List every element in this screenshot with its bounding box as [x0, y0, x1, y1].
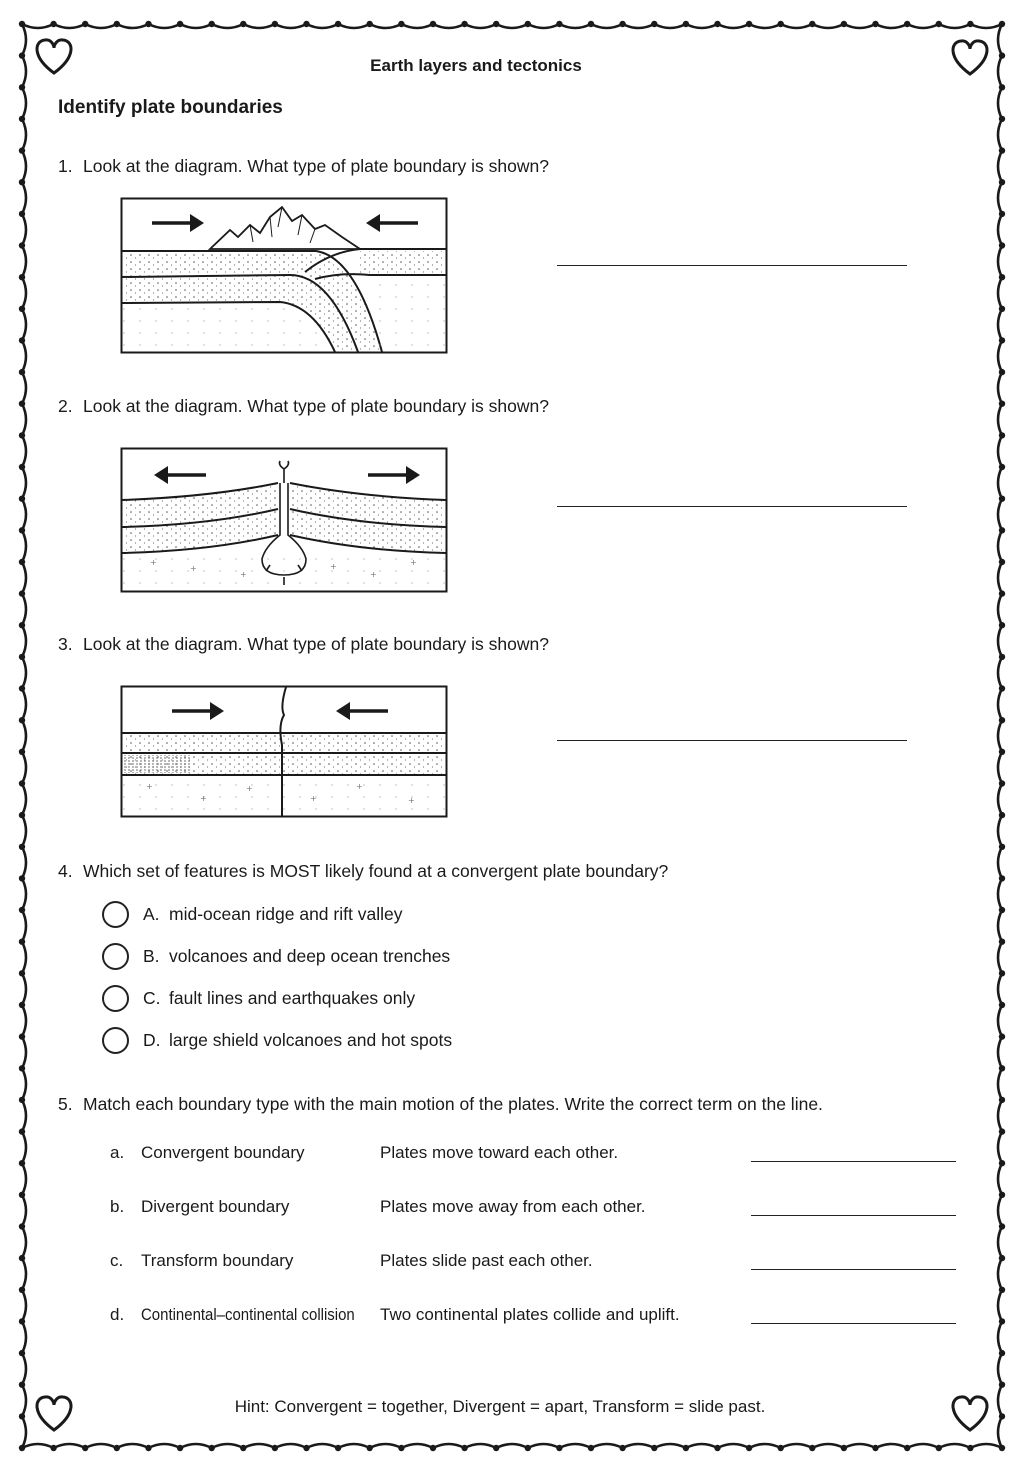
border-dot	[19, 559, 25, 565]
border-dot	[556, 1445, 562, 1451]
option-letter: A.	[143, 904, 160, 924]
question-2	[58, 396, 549, 417]
svg-text:+: +	[408, 796, 415, 805]
svg-text:+: +	[370, 570, 377, 579]
svg-text:+: +	[330, 562, 337, 571]
border-dot	[19, 1445, 25, 1451]
border-dot	[967, 1445, 973, 1451]
option-text: large shield volcanoes and hot spots	[169, 1030, 453, 1050]
border-dot	[19, 242, 25, 248]
divergent-boundary-diagram	[120, 447, 448, 593]
border-dot	[493, 21, 499, 27]
border-dot	[272, 21, 278, 27]
option-text: mid-ocean ridge and rift valley	[169, 904, 403, 924]
border-dot	[999, 559, 1005, 565]
border-dot	[999, 780, 1005, 786]
question-text: Match each boundary type with the main motion of the plates. Write the correct term on the line.	[83, 1094, 823, 1114]
border-dot	[398, 1445, 404, 1451]
match-answer-line-b[interactable]	[751, 1215, 956, 1216]
border-dot	[177, 1445, 183, 1451]
question-text: Look at the diagram. What type of plate boundary is shown?	[83, 156, 549, 176]
border-dot	[999, 52, 1005, 58]
question-number: 3.	[58, 634, 73, 654]
border-dot	[82, 21, 88, 27]
border-dot	[999, 1255, 1005, 1261]
border-dot	[999, 622, 1005, 628]
match-definition: Plates move away from each other.	[380, 1197, 646, 1216]
match-letter: c.	[110, 1251, 124, 1270]
border-dot	[19, 1002, 25, 1008]
question-5	[58, 1094, 823, 1115]
border-dot	[999, 1445, 1005, 1451]
border-dot	[19, 432, 25, 438]
border-dot	[19, 1382, 25, 1388]
border-dot	[303, 21, 309, 27]
border-dot	[240, 1445, 246, 1451]
border-dot	[19, 179, 25, 185]
border-dot	[525, 21, 531, 27]
border-dot	[19, 717, 25, 723]
border-dot	[50, 21, 56, 27]
border-dot	[367, 21, 373, 27]
border-dot	[746, 1445, 752, 1451]
svg-text:+: +	[150, 558, 157, 567]
border-dot	[19, 1318, 25, 1324]
question-number: 1.	[58, 156, 73, 176]
border-dot	[461, 21, 467, 27]
border-dot	[19, 907, 25, 913]
border-dot	[19, 1128, 25, 1134]
svg-text:+: +	[356, 782, 363, 791]
border-dot	[588, 1445, 594, 1451]
border-dot	[999, 306, 1005, 312]
section-title: Identify plate boundaries	[58, 97, 283, 118]
border-scallop-edge	[22, 1444, 1002, 1448]
heart-icon	[953, 41, 987, 74]
border-dot	[19, 116, 25, 122]
border-dot	[430, 21, 436, 27]
border-dot	[999, 496, 1005, 502]
border-dot	[872, 21, 878, 27]
border-dot	[999, 970, 1005, 976]
border-dot	[936, 1445, 942, 1451]
border-dot	[714, 1445, 720, 1451]
border-dot	[999, 1318, 1005, 1324]
border-dot	[114, 21, 120, 27]
border-dot	[999, 1033, 1005, 1039]
option-a[interactable]	[102, 901, 402, 928]
border-dot	[177, 21, 183, 27]
border-dot	[683, 21, 689, 27]
border-dot	[525, 1445, 531, 1451]
option-letter: D.	[143, 1030, 161, 1050]
svg-text:+: +	[200, 794, 207, 803]
option-text: fault lines and earthquakes only	[169, 988, 416, 1008]
border-dot	[999, 1192, 1005, 1198]
border-dot	[19, 780, 25, 786]
border-dot	[19, 590, 25, 596]
border-dot	[145, 21, 151, 27]
border-dot	[999, 844, 1005, 850]
border-dot	[367, 1445, 373, 1451]
border-dot	[967, 21, 973, 27]
border-dot	[999, 1223, 1005, 1229]
border-dot	[145, 1445, 151, 1451]
border-scallop-edge	[998, 24, 1002, 1448]
border-dot	[999, 1287, 1005, 1293]
border-dot	[936, 21, 942, 27]
border-dot	[619, 21, 625, 27]
border-dot	[714, 21, 720, 27]
option-letter: C.	[143, 988, 161, 1008]
question-text: Look at the diagram. What type of plate boundary is shown?	[83, 396, 549, 416]
border-dot	[19, 749, 25, 755]
border-dot	[999, 1128, 1005, 1134]
border-dot	[999, 464, 1005, 470]
border-dot	[999, 1382, 1005, 1388]
question-text: Look at the diagram. What type of plate boundary is shown?	[83, 634, 549, 654]
border-dot	[209, 21, 215, 27]
border-dot	[651, 21, 657, 27]
convergent-boundary-diagram	[120, 197, 448, 355]
border-dot	[19, 654, 25, 660]
border-scallop-edge	[22, 24, 1002, 28]
border-dot	[240, 21, 246, 27]
border-dot	[19, 147, 25, 153]
border-dot	[999, 1065, 1005, 1071]
border-dot	[19, 1350, 25, 1356]
border-dot	[19, 622, 25, 628]
border-dot	[19, 939, 25, 945]
border-dot	[19, 306, 25, 312]
border-dot	[904, 21, 910, 27]
question-number: 4.	[58, 861, 73, 881]
border-dot	[50, 1445, 56, 1451]
svg-text:+: +	[190, 564, 197, 573]
transform-boundary-diagram	[120, 685, 448, 818]
border-dot	[778, 21, 784, 27]
match-term: Divergent boundary	[141, 1197, 290, 1216]
border-dot	[493, 1445, 499, 1451]
border-dot	[19, 496, 25, 502]
option-c[interactable]	[102, 985, 415, 1012]
border-dot	[19, 1033, 25, 1039]
match-definition: Plates move toward each other.	[380, 1143, 619, 1162]
border-dot	[556, 21, 562, 27]
border-dot	[999, 401, 1005, 407]
border-dot	[19, 527, 25, 533]
border-dot	[999, 527, 1005, 533]
answer-line-1[interactable]	[557, 265, 907, 266]
svg-text:+: +	[246, 784, 253, 793]
border-dot	[809, 1445, 815, 1451]
border-dot	[683, 1445, 689, 1451]
border-dot	[588, 21, 594, 27]
border-dot	[19, 401, 25, 407]
border-dot	[19, 1255, 25, 1261]
question-1	[58, 156, 549, 177]
answer-line-3[interactable]	[557, 740, 907, 741]
svg-text:+: +	[240, 570, 247, 579]
border-dot	[841, 21, 847, 27]
border-dot	[19, 1065, 25, 1071]
border-dot	[19, 1160, 25, 1166]
border-dot	[999, 907, 1005, 913]
radio-circle-icon[interactable]	[102, 1027, 129, 1054]
match-term: Convergent boundary	[141, 1143, 305, 1162]
border-dot	[19, 1192, 25, 1198]
question-3	[58, 634, 549, 655]
border-dot	[335, 21, 341, 27]
border-dot	[19, 21, 25, 27]
border-dot	[999, 1002, 1005, 1008]
border-dot	[651, 1445, 657, 1451]
border-dot	[999, 590, 1005, 596]
border-dot	[999, 147, 1005, 153]
border-dot	[746, 21, 752, 27]
radio-circle-icon[interactable]	[102, 943, 129, 970]
match-definition: Plates slide past each other.	[380, 1251, 593, 1270]
border-dot	[999, 654, 1005, 660]
border-dot	[999, 116, 1005, 122]
border-dot	[209, 1445, 215, 1451]
radio-circle-icon[interactable]	[102, 901, 129, 928]
match-answer-line-a[interactable]	[751, 1161, 956, 1162]
border-dot	[19, 812, 25, 818]
question-4	[58, 861, 668, 882]
border-dot	[19, 211, 25, 217]
border-dot	[398, 21, 404, 27]
border-dot	[19, 84, 25, 90]
page-title: Earth layers and tectonics	[370, 56, 582, 75]
border-dot	[461, 1445, 467, 1451]
border-dot	[999, 21, 1005, 27]
border-dot	[19, 464, 25, 470]
border-dot	[778, 1445, 784, 1451]
border-dot	[82, 1445, 88, 1451]
border-dot	[19, 274, 25, 280]
border-dot	[272, 1445, 278, 1451]
border-dot	[619, 1445, 625, 1451]
border-dot	[999, 211, 1005, 217]
match-answer-line-c[interactable]	[751, 1269, 956, 1270]
border-dot	[999, 432, 1005, 438]
option-d[interactable]	[102, 1027, 452, 1054]
hint-text: Hint: Convergent = together, Divergent = apart, Transform = slide past.	[234, 1397, 766, 1416]
svg-text:+: +	[310, 794, 317, 803]
border-dot	[999, 1350, 1005, 1356]
border-scallop-edge	[22, 24, 26, 1448]
border-dot	[999, 717, 1005, 723]
border-dot	[999, 812, 1005, 818]
border-dot	[999, 1160, 1005, 1166]
border-dot	[841, 1445, 847, 1451]
match-definition: Two continental plates collide and uplift.	[380, 1305, 680, 1324]
border-dot	[809, 21, 815, 27]
radio-circle-icon[interactable]	[102, 985, 129, 1012]
border-dot	[999, 939, 1005, 945]
border-dot	[335, 1445, 341, 1451]
border-dot	[999, 179, 1005, 185]
border-dot	[19, 1097, 25, 1103]
border-dot	[999, 274, 1005, 280]
match-letter: d.	[110, 1305, 125, 1324]
border-dot	[999, 875, 1005, 881]
border-dot	[904, 1445, 910, 1451]
border-dot	[999, 84, 1005, 90]
question-text: Which set of features is MOST likely found at a convergent plate boundary?	[83, 861, 669, 881]
border-dot	[999, 1097, 1005, 1103]
border-dot	[999, 749, 1005, 755]
option-text: volcanoes and deep ocean trenches	[169, 946, 451, 966]
match-letter: a.	[110, 1143, 125, 1162]
option-b[interactable]	[102, 943, 450, 970]
border-dot	[19, 1223, 25, 1229]
option-letter: B.	[143, 946, 160, 966]
border-dot	[999, 369, 1005, 375]
match-answer-line-d[interactable]	[751, 1323, 956, 1324]
border-dot	[19, 1287, 25, 1293]
border-dot	[303, 1445, 309, 1451]
question-number: 2.	[58, 396, 73, 416]
border-dot	[999, 685, 1005, 691]
match-letter: b.	[110, 1197, 125, 1216]
border-dot	[19, 844, 25, 850]
border-dot	[19, 685, 25, 691]
border-dot	[999, 242, 1005, 248]
border-dot	[19, 369, 25, 375]
border-dot	[430, 1445, 436, 1451]
border-dot	[872, 1445, 878, 1451]
match-term: Transform boundary	[141, 1251, 294, 1270]
border-dot	[19, 875, 25, 881]
border-dot	[19, 337, 25, 343]
question-number: 5.	[58, 1094, 73, 1114]
svg-text:+: +	[146, 782, 153, 791]
border-dot	[114, 1445, 120, 1451]
answer-line-2[interactable]	[557, 506, 907, 507]
border-dot	[19, 970, 25, 976]
match-term: Continental–continental collision	[141, 1305, 355, 1324]
svg-text:+: +	[410, 558, 417, 567]
border-dot	[999, 337, 1005, 343]
